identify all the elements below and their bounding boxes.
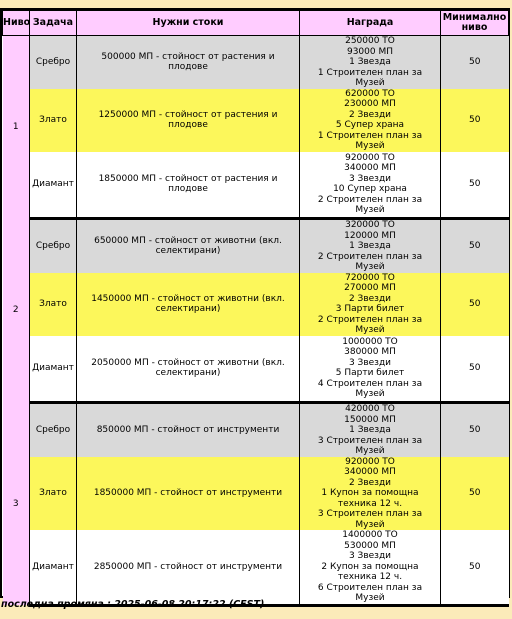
task-cell: Злато bbox=[30, 457, 77, 531]
table-row bbox=[3, 36, 509, 89]
header-level: Ниво bbox=[3, 11, 30, 36]
reward-line: 420000 ТО bbox=[345, 404, 395, 414]
reward-line: техника 12 ч. bbox=[337, 572, 403, 582]
task-cell: Злато bbox=[30, 89, 77, 152]
reward-line: 1400000 ТО bbox=[342, 530, 398, 540]
reward-line: 2 Строителен план за bbox=[317, 194, 423, 205]
reward-cell bbox=[300, 336, 441, 403]
reward-line: Музей bbox=[355, 262, 385, 272]
reward-line: 620000 ТО bbox=[345, 88, 395, 99]
reward-line: Музей bbox=[355, 519, 385, 530]
required-goods-cell: 850000 МП - стойност от инструменти bbox=[77, 403, 300, 457]
table-row bbox=[3, 89, 509, 152]
reward-line: 2 Купон за помощна bbox=[321, 561, 419, 572]
reward-line: Музей bbox=[355, 446, 385, 456]
reward-line: 5 Супер храна bbox=[335, 120, 405, 130]
task-cell: Сребро bbox=[30, 219, 77, 273]
required-goods-cell: 1250000 МП - стойност от растения и плодове bbox=[77, 89, 300, 152]
reward-line: Музей bbox=[355, 141, 385, 151]
reward-line: Музей bbox=[355, 325, 385, 335]
reward-line: 1 Строителен план за bbox=[317, 67, 423, 78]
required-goods-cell: 2050000 МП - стойност от животни (вкл. селектирани) bbox=[77, 336, 300, 403]
reward-line: 1 Звезда bbox=[349, 57, 391, 67]
reward-line: 2 Звезди bbox=[348, 109, 392, 120]
reward-line: Музей bbox=[355, 205, 385, 216]
min-level-cell: 50 bbox=[441, 530, 509, 605]
table-header-row bbox=[3, 11, 509, 36]
table-row bbox=[3, 336, 509, 403]
reward-line: 6 Строителен план за bbox=[317, 582, 423, 593]
required-goods-cell: 650000 МП - стойност от животни (вкл. селектирани) bbox=[77, 219, 300, 273]
reward-cell bbox=[300, 36, 441, 89]
reward-cell bbox=[300, 273, 441, 336]
task-cell: Диамант bbox=[30, 530, 77, 605]
required-goods-cell: 1850000 МП - стойност от инструменти bbox=[77, 457, 300, 531]
min-level-cell: 50 bbox=[441, 152, 509, 219]
min-level-cell: 50 bbox=[441, 89, 509, 152]
table-row bbox=[3, 219, 509, 273]
reward-line: 340000 МП bbox=[344, 467, 396, 477]
reward-cell bbox=[300, 219, 441, 273]
reward-line: Музей bbox=[355, 389, 385, 400]
reward-line: 530000 МП bbox=[344, 540, 396, 551]
task-cell: Диамант bbox=[30, 336, 77, 403]
reward-line: 3 Звезди bbox=[348, 173, 392, 184]
reward-line: 250000 ТО bbox=[345, 36, 395, 46]
reward-cell bbox=[300, 457, 441, 531]
reward-line: 320000 ТО bbox=[345, 220, 395, 230]
reward-line: 1 Звезда bbox=[349, 425, 391, 435]
reward-line: 3 Строителен план за bbox=[317, 435, 423, 446]
reward-line: 340000 МП bbox=[344, 163, 396, 174]
task-cell: Сребро bbox=[30, 36, 77, 89]
reward-line: 1000000 ТО bbox=[342, 336, 398, 347]
required-goods-cell: 1450000 МП - стойност от животни (вкл. селектирани) bbox=[77, 273, 300, 336]
min-level-cell: 50 bbox=[441, 336, 509, 403]
table-body bbox=[3, 36, 509, 606]
reward-line: 1 Строителен план за bbox=[317, 130, 423, 141]
reward-line: 380000 МП bbox=[344, 347, 396, 358]
reward-line: 3 Звезди bbox=[348, 551, 392, 561]
reward-line: 3 Звезди bbox=[348, 357, 392, 368]
tasks-table-frame bbox=[0, 8, 510, 603]
min-level-cell: 50 bbox=[441, 457, 509, 531]
header-required: Нужни стоки bbox=[77, 11, 300, 36]
reward-line: 3 Парти билет bbox=[335, 304, 405, 314]
task-cell: Диамант bbox=[30, 152, 77, 219]
header-task: Задача bbox=[30, 11, 77, 36]
min-level-cell: 50 bbox=[441, 36, 509, 89]
reward-line: 3 Строителен план за bbox=[317, 509, 423, 519]
required-goods-cell: 2850000 МП - стойност от инструменти bbox=[77, 530, 300, 605]
header-reward: Награда bbox=[300, 11, 441, 36]
level-cell: 3 bbox=[3, 403, 30, 606]
reward-line: 120000 МП bbox=[344, 230, 396, 241]
reward-line: 270000 МП bbox=[344, 283, 396, 293]
reward-cell bbox=[300, 89, 441, 152]
reward-line: 10 Супер храна bbox=[333, 184, 407, 195]
reward-line: 1 Звезда bbox=[349, 241, 391, 251]
reward-line: Музей bbox=[355, 78, 385, 88]
reward-cell bbox=[300, 152, 441, 219]
reward-line: Музей bbox=[355, 593, 385, 603]
reward-cell bbox=[300, 530, 441, 605]
min-level-cell: 50 bbox=[441, 273, 509, 336]
reward-line: 230000 МП bbox=[344, 99, 396, 109]
min-level-cell: 50 bbox=[441, 219, 509, 273]
last-modified-footer: последна промяна : 2025-06-08 20:17:22 (CEST) bbox=[1, 599, 265, 610]
reward-line: 920000 ТО bbox=[345, 456, 395, 467]
tasks-table bbox=[2, 10, 509, 607]
task-cell: Сребро bbox=[30, 403, 77, 457]
reward-line: 920000 ТО bbox=[345, 152, 395, 163]
table-row bbox=[3, 273, 509, 336]
reward-line: техника 12 ч. bbox=[337, 498, 403, 509]
min-level-cell: 50 bbox=[441, 403, 509, 457]
required-goods-cell: 500000 МП - стойност от растения и плодове bbox=[77, 36, 300, 89]
reward-cell bbox=[300, 403, 441, 457]
level-cell: 2 bbox=[3, 219, 30, 403]
header-min-level: Минимално ниво bbox=[441, 11, 509, 36]
reward-line: 4 Строителен план за bbox=[317, 378, 423, 389]
reward-line: 150000 МП bbox=[344, 414, 396, 425]
table-row bbox=[3, 403, 509, 457]
table-row bbox=[3, 457, 509, 531]
reward-line: 1 Купон за помощна bbox=[321, 488, 419, 498]
reward-line: 2 Строителен план за bbox=[317, 251, 423, 262]
reward-line: 2 Строителен план за bbox=[317, 314, 423, 325]
reward-line: 2 Звезди bbox=[348, 477, 392, 488]
table-row bbox=[3, 152, 509, 219]
required-goods-cell: 1850000 МП - стойност от растения и плодове bbox=[77, 152, 300, 219]
level-cell: 1 bbox=[3, 36, 30, 219]
reward-line: 2 Звезди bbox=[348, 293, 392, 304]
table-row bbox=[3, 530, 509, 605]
reward-line: 720000 ТО bbox=[345, 272, 395, 283]
reward-line: 93000 МП bbox=[346, 46, 394, 57]
task-cell: Злато bbox=[30, 273, 77, 336]
reward-line: 5 Парти билет bbox=[335, 368, 405, 379]
